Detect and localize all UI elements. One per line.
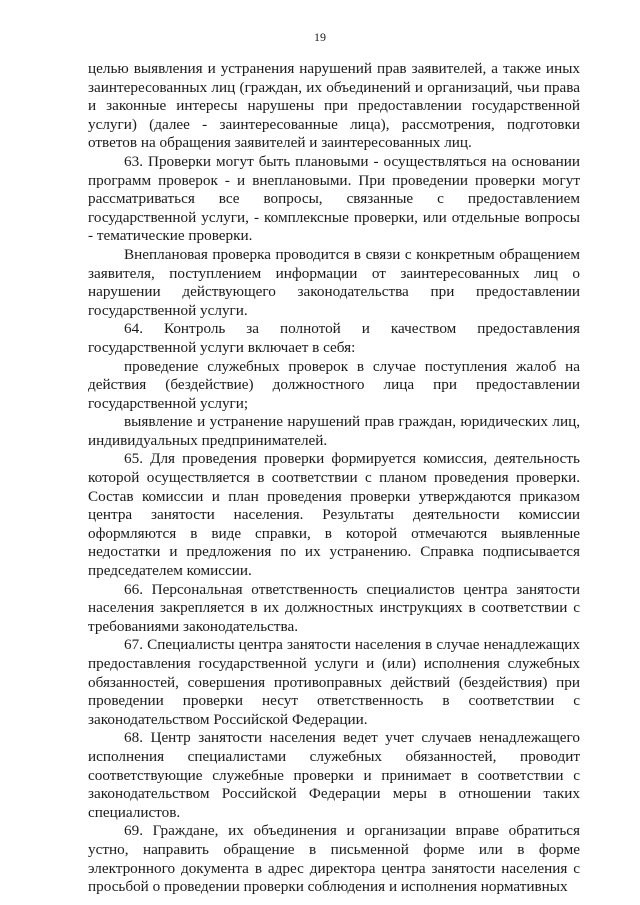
- paragraph-65: 65. Для проведения проверки формируется комиссия, деятельность которой осуществляется в соответствии с планом проведения проверки. Состав комиссии и план проведения проверки утверждаются приказом центра занятости населения. Результаты деятельности комиссии оформляются в виде справки, в которой отмечаются выявленные недостатки и предложения по их устранению. Справка подписывается председателем комиссии.: [88, 450, 580, 580]
- paragraph-unscheduled-inspection: Внеплановая проверка проводится в связи с конкретным обращением заявителя, поступлением информации от заинтересованных лиц о нарушении действующего законодательства при предоставлении государственной услуги.: [88, 245, 580, 319]
- paragraph-68: 68. Центр занятости населения ведет учет случаев ненадлежащего исполнения специалистами служебных обязанностей, проводит соответствующие служебные проверки и принимает в соответствии с законодательством Российской Федерации меры в отношении таких специалистов.: [88, 729, 580, 821]
- paragraph-66: 66. Персональная ответственность специалистов центра занятости населения закрепляется в их должностных инструкциях в соответствии с требованиями законодательства.: [88, 580, 580, 635]
- paragraph-continuation: целью выявления и устранения нарушений прав заявителей, а также иных заинтересованных лиц (граждан, их объединений и организаций, чьи права и законные интересы нарушены при предоставлении государственной услуги) (далее - заинтересованные лица), рассмотрения, подготовки ответов на обращения заявителей и заинтересованных лиц.: [88, 60, 580, 152]
- paragraph-69: 69. Граждане, их объединения и организации вправе обратиться устно, направить обращение в письменной форме или в форме электронного документа в адрес директора центра занятости населения с просьбой о проведении проверки соблюдения и исполнения нормативных: [88, 822, 580, 896]
- page-number: 19: [314, 30, 326, 44]
- paragraph-64: 64. Контроль за полнотой и качеством предоставления государственной услуги включает в себя:: [88, 320, 580, 356]
- paragraph-67: 67. Специалисты центра занятости населения в случае ненадлежащих предоставления государственной услуги и (или) исполнения служебных обязанностей, совершения противоправных действий (бездействия) при проведении проверки несут ответственность в соответствии с законодательством Российской Федерации.: [88, 636, 580, 728]
- document-body: [88, 60, 580, 897]
- paragraph-64-item-2: выявление и устранение нарушений прав граждан, юридических лиц, индивидуальных предпринимателей.: [88, 413, 580, 449]
- paragraph-64-item-1: проведение служебных проверок в случае поступления жалоб на действия (бездействие) должностного лица при предоставлении государственной услуги;: [88, 357, 580, 412]
- paragraph-63: 63. Проверки могут быть плановыми - осуществляться на основании программ проверок - и внеплановыми. При проведении проверки могут рассматриваться все вопросы, связанные с предоставлением государственной услуги, - комплексные проверки, или отдельные вопросы - тематические проверки.: [88, 152, 580, 245]
